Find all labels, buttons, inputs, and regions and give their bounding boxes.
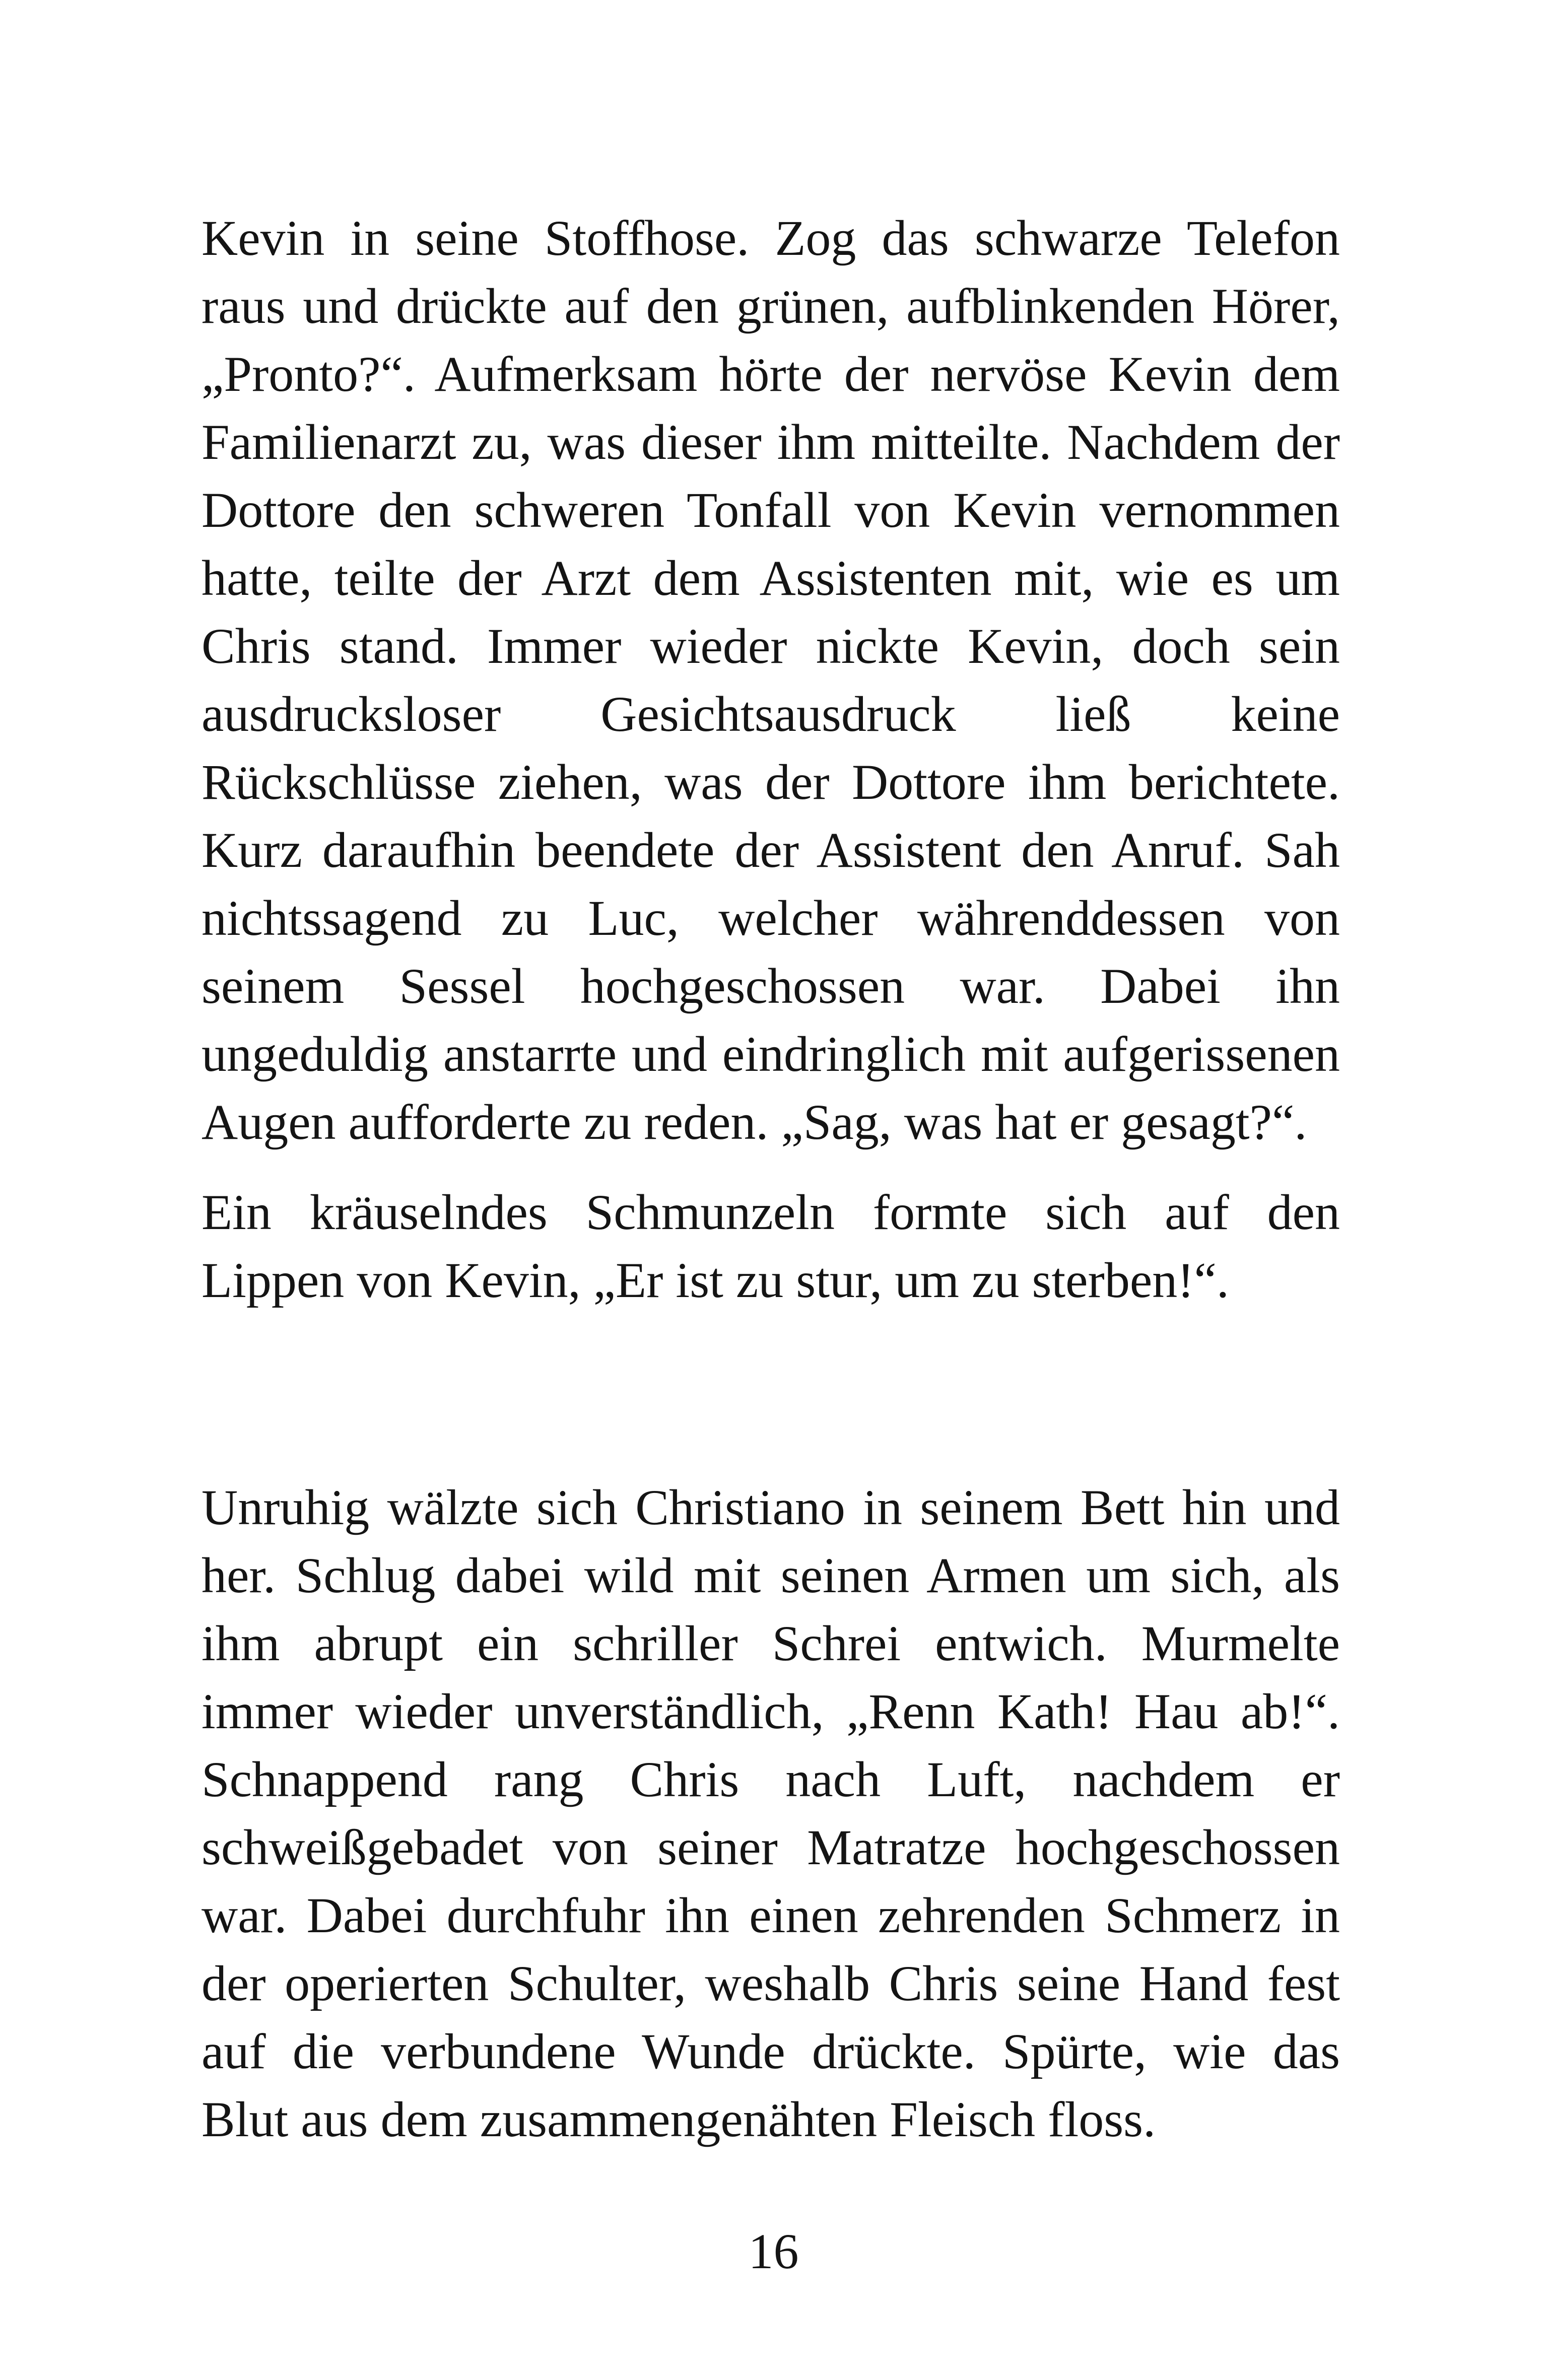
paragraph-kevin-phone-call: Kevin in seine Stoffhose. Zog das schwarze Telefon raus und drückte auf den grünen, aufblinkenden Hörer, „Pronto?“. Aufmerksam hörte der nervöse Kevin dem Familienarzt zu, was dieser ihm mitteilte. Nachdem der Dottore den schweren Tonfall von Kevin vernommen hatte, teilte der Arzt dem Assistenten mit, wie es um Chris stand. Immer wieder nickte Kevin, doch sein ausdrucksloser Gesichtsausdruck ließ keine Rückschlüsse ziehen, was der Dottore ihm berichtete. Kurz daraufhin beendete der Assistent den Anruf. Sah nichtssagend zu Luc, welcher währenddessen von seinem Sessel hochgeschossen war. Dabei ihn ungeduldig anstarrte und eindringlich mit aufgerissenen Augen aufforderte zu reden. „Sag, was hat er gesagt?“.: [201, 210, 1340, 1150]
paragraph-kevin-smile: Ein kräuselndes Schmunzeln formte sich auf den Lippen von Kevin, „Er ist zu stur, um zu sterben!“.: [201, 1184, 1340, 1308]
paragraph-christiano-nightmare: Unruhig wälzte sich Christiano in seinem Bett hin und her. Schlug dabei wild mit seinen Armen um sich, als ihm abrupt ein schriller Schrei entwich. Murmelte immer wieder unverständlich, „Renn Kath! Hau ab!“. Schnappend rang Chris nach Luft, nachdem er schweißgebadet von seiner Matratze hochgeschossen war. Dabei durchfuhr ihn einen zehrenden Schmerz in der operierten Schulter, weshalb Chris seine Hand fest auf die verbundene Wunde drückte. Spürte, wie das Blut aus dem zusammengenähten Fleisch floss.: [201, 1479, 1340, 2147]
page-number: 16: [748, 2223, 799, 2279]
text-section-bottom: [201, 1473, 1340, 2153]
text-section-top: [201, 204, 1340, 1314]
